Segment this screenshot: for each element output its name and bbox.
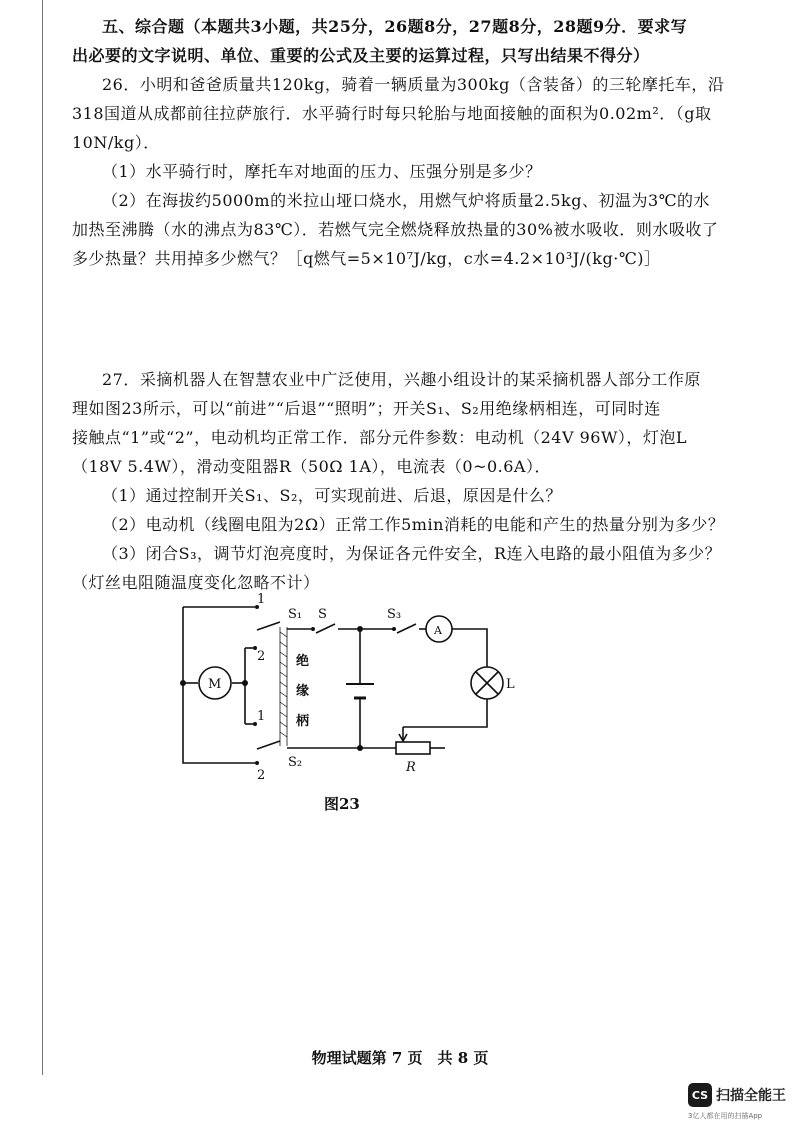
q27-part3a: （3）闭合S₃，调节灯泡亮度时，为保证各元件安全，R连入电路的最小阻值为多少？ bbox=[102, 544, 722, 563]
q27-line4: （18V 5.4W），滑动变阻器R（50Ω 1A），电流表（0~0.6A）． bbox=[72, 457, 551, 476]
figure-caption: 图23 bbox=[324, 795, 360, 813]
wire-ammeter-to-lamp bbox=[452, 629, 487, 667]
label-contact-1-bot: 1 bbox=[257, 709, 266, 724]
answer-space bbox=[72, 273, 742, 365]
node-left bbox=[180, 680, 186, 686]
label-motor: M bbox=[208, 677, 222, 692]
switch-s2-blade bbox=[257, 741, 280, 749]
label-handle-3: 柄 bbox=[296, 714, 310, 729]
switch-s1-blade bbox=[257, 622, 280, 630]
label-handle-2: 缘 bbox=[296, 684, 310, 699]
q26-line2: 318国道从成都前往拉萨旅行．水平骑行时每只轮胎与地面接触的面积为0.02m²．（g取 bbox=[72, 104, 712, 123]
q26-line3: 10N/kg）． bbox=[72, 133, 160, 152]
label-contact-2-bot: 2 bbox=[257, 768, 266, 783]
label-s1: S₁ bbox=[288, 607, 303, 622]
circuit-svg bbox=[170, 588, 550, 818]
watermark-subtitle: 3亿人都在用的扫描App bbox=[688, 1112, 763, 1120]
lamp-cross bbox=[476, 672, 498, 694]
circuit-diagram bbox=[170, 588, 550, 818]
label-s: S bbox=[318, 607, 327, 622]
q26-part2c: 多少热量？共用掉多少燃气？［q燃气=5×10⁷J/kg，c水=4.2×10³J/(kg·℃)］ bbox=[72, 249, 661, 268]
node-motor-right bbox=[242, 680, 248, 686]
switch-s3-pivot bbox=[392, 627, 396, 631]
handle-hatch bbox=[280, 632, 287, 737]
node-bottom bbox=[357, 745, 363, 751]
q26-part1: （1）水平骑行时，摩托车对地面的压力、压强分别是多少？ bbox=[102, 162, 542, 181]
section-header: 五、综合题（本题共3小题，共25分，26题8分，27题8分，28题9分．要求写 bbox=[102, 17, 688, 36]
q27-part2: （2）电动机（线圈电阻为2Ω）正常工作5min消耗的电能和产生的热量分别为多少？ bbox=[102, 515, 725, 534]
rheostat-body bbox=[396, 742, 430, 754]
camscanner-logo-icon: CS bbox=[688, 1083, 712, 1107]
binding-margin-line bbox=[42, 0, 43, 1075]
q27-line1: 27．采摘机器人在智慧农业中广泛使用，兴趣小组设计的某采摘机器人部分工作原 bbox=[102, 370, 701, 389]
q26-line1: 26．小明和爸爸质量共120kg，骑着一辆质量为300kg（含装备）的三轮摩托车，沿 bbox=[102, 75, 725, 94]
q27-part1: （1）通过控制开关S₁、S₂，可实现前进、后退，原因是什么？ bbox=[102, 486, 562, 505]
contact-2-bot bbox=[255, 761, 259, 765]
label-s2: S₂ bbox=[288, 755, 303, 770]
switch-s-blade bbox=[316, 624, 335, 633]
label-contact-2-top: 2 bbox=[257, 649, 266, 664]
q26-part2b: 加热至沸腾（水的沸点为83℃）．若燃气完全燃烧释放热量的30%被水吸收．则水吸收了 bbox=[72, 220, 719, 239]
q26-part2a: （2）在海拔约5000m的米拉山垭口烧水，用燃气炉将质量2.5kg、初温为3℃的水 bbox=[102, 191, 711, 210]
question-content bbox=[72, 12, 742, 597]
label-rheostat: R bbox=[406, 760, 416, 775]
wire-lamp-down bbox=[403, 699, 487, 727]
q27-line3: 接触点“1”或“2”，电动机均正常工作．部分元件参数：电动机（24V 96W），灯泡L bbox=[72, 428, 688, 447]
label-lamp: L bbox=[506, 677, 515, 692]
scanner-watermark bbox=[688, 1083, 793, 1123]
switch-s3-blade bbox=[397, 624, 416, 633]
switch-s-pivot bbox=[311, 627, 315, 631]
label-contact-1-top: 1 bbox=[257, 592, 266, 607]
section-header-cont: 出必要的文字说明、单位、重要的公式及主要的运算过程，只写出结果不得分） bbox=[72, 46, 650, 65]
node-top bbox=[357, 626, 363, 632]
watermark-title: 扫描全能王 bbox=[716, 1088, 786, 1104]
label-handle-1: 绝 bbox=[296, 654, 310, 669]
q27-part3b: （灯丝电阻随温度变化忽略不计） bbox=[72, 573, 320, 592]
label-s3: S₃ bbox=[387, 607, 402, 622]
q27-line2: 理如图23所示，可以“前进”“后退”“照明”；开关S₁、S₂用绝缘柄相连，可同时连 bbox=[72, 399, 661, 418]
page-footer: 物理试题第 7 页 共 8 页 bbox=[311, 1049, 489, 1067]
label-ammeter: A bbox=[434, 624, 442, 637]
